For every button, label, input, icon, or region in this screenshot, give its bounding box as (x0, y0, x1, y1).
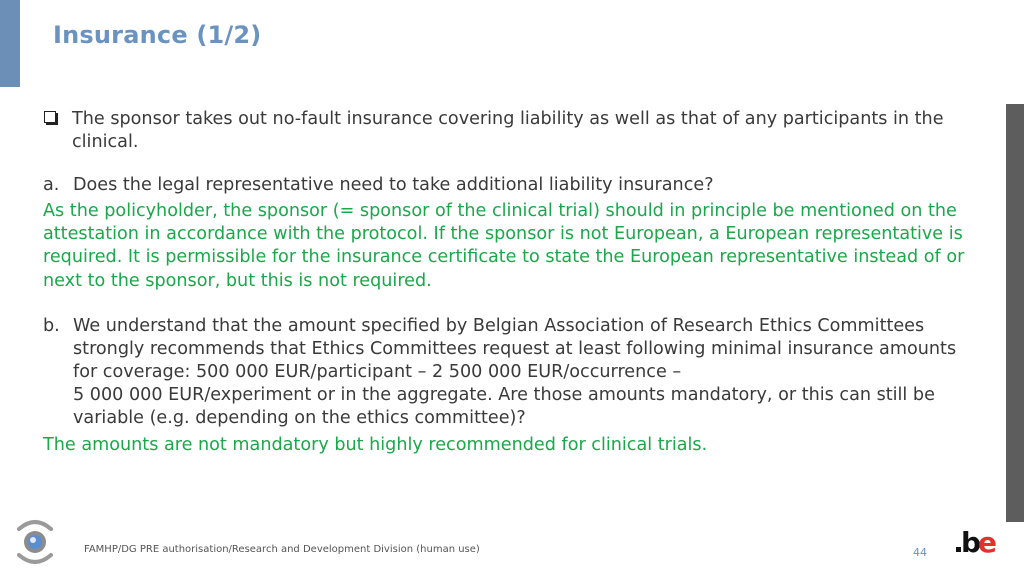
slide-content (43, 108, 978, 457)
bullet-text: The sponsor takes out no-fault insurance covering liability as well as that of any participants in the clinical. (72, 109, 944, 153)
question-b-line-1: We understand that the amount specified by Belgian Association of Research Ethics Committees strongly recommends that Ethics Committees request at least following minimal insurance amounts for coverage: 500 000 EUR/participant – 2 500 000 EUR/occurrence – (73, 315, 957, 382)
page-title: Insurance (1/2) (53, 21, 262, 49)
question-b-line-2: 5 000 000 EUR/experiment or in the aggregate. Are those amounts mandatory, or this can still be variable (e.g. depending on the ethics committee)? (73, 384, 935, 429)
be-logo-e: e (978, 526, 997, 556)
question-b-label: b. (43, 315, 60, 336)
bullet-item (43, 108, 978, 154)
footer-division: FAMHP/DG PRE authorisation/Research and Development Division (human use) (84, 544, 480, 555)
question-a-label: a. (43, 175, 60, 196)
famhp-logo-icon (14, 517, 56, 571)
page-number: 44 (913, 546, 927, 559)
question-a-text: Does the legal representative need to take additional liability insurance? (73, 175, 714, 196)
scrollbar[interactable] (1006, 104, 1024, 522)
answer-a: As the policyholder, the sponsor (= sponsor of the clinical trial) should in principle be mentioned on the attestation in accordance with the protocol. If the sponsor is not European, a European representative is required. It is permissible for the insurance certificate to state the European representative instead of or next to the sponsor, but this is not required. (43, 201, 965, 291)
question-b (43, 315, 978, 430)
question-a (43, 174, 978, 197)
title-accent-bar (0, 0, 20, 87)
answer-b: The amounts are not mandatory but highly recommended for clinical trials. (43, 435, 708, 456)
checkbox-bullet-icon (44, 111, 56, 123)
be-logo (956, 522, 998, 560)
be-logo-b: b (961, 526, 982, 556)
